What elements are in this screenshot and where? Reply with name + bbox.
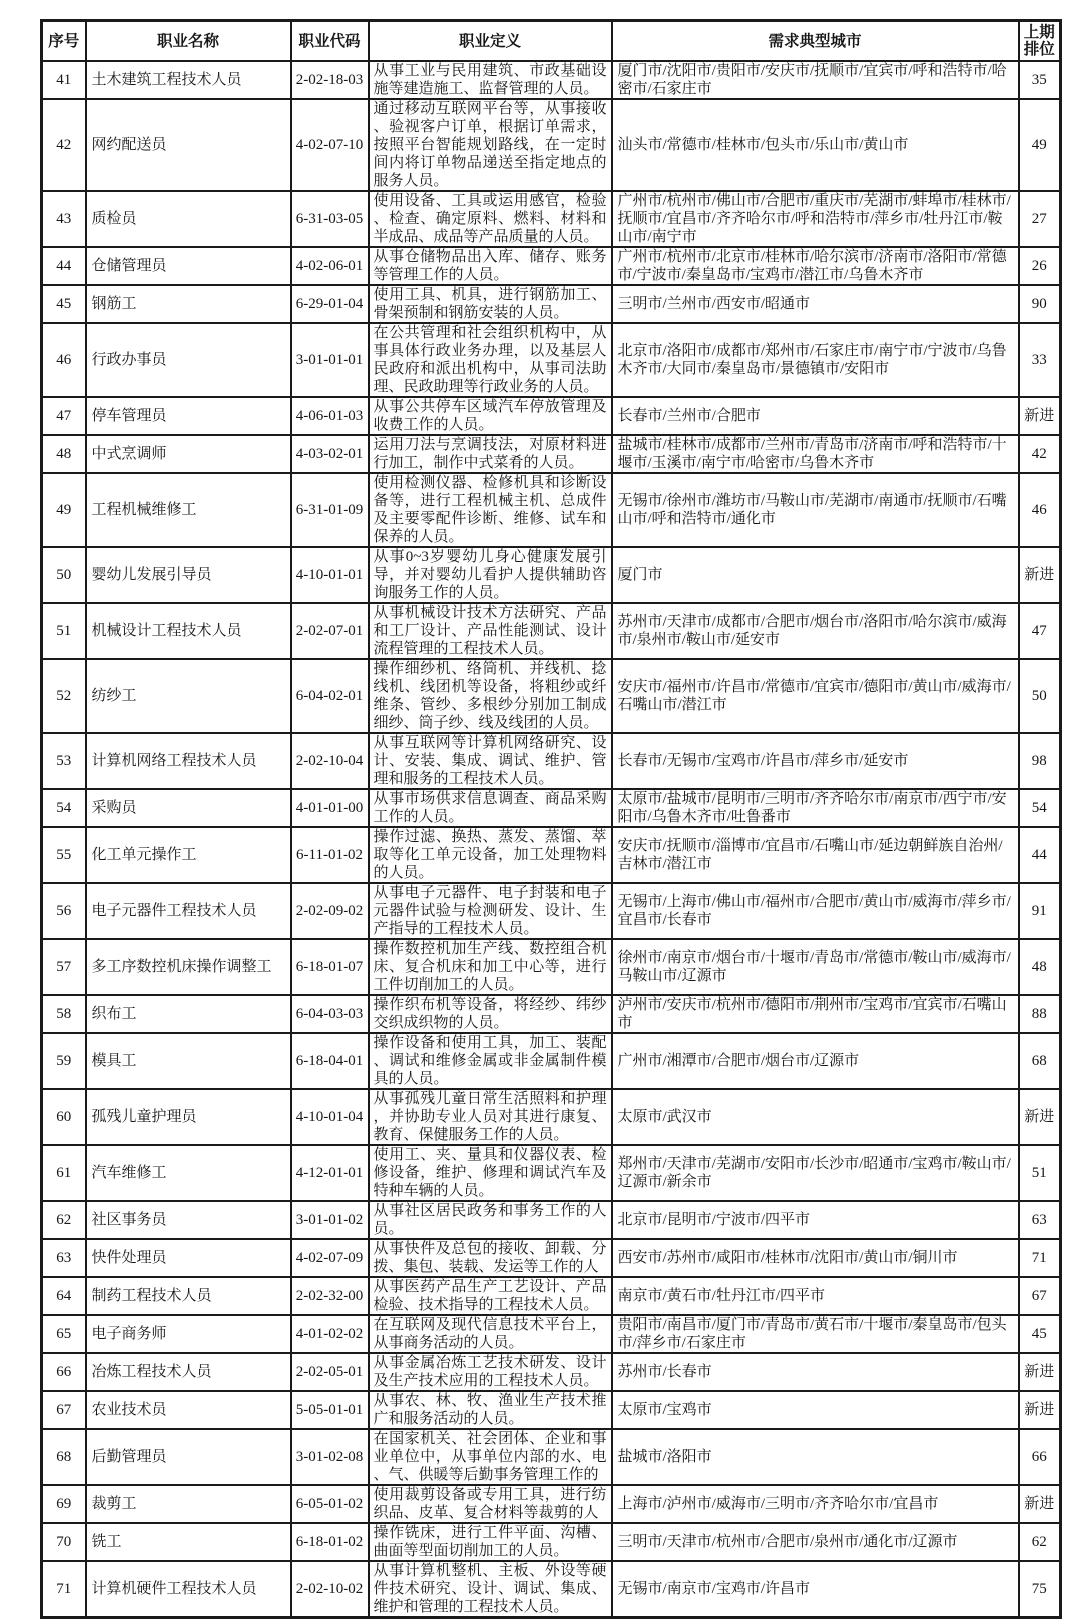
cell-demand-cities: 太原市/宝鸡市 — [612, 1391, 1019, 1429]
cell-demand-cities: 北京市/洛阳市/成都市/郑州市/石家庄市/南宁市/宁波市/乌鲁木齐市/大同市/秦皇岛市/景德镇市/安阳市 — [612, 323, 1019, 397]
cell-serial-number: 62 — [42, 1201, 86, 1239]
cell-occupation-code: 2-02-10-04 — [291, 733, 369, 789]
cell-occupation-definition: 使用工、夹、量具和仪器仪表、检修设备，维护、修理和调试汽车及特种车辆的人员。 — [369, 1145, 612, 1201]
cell-occupation-definition: 通过移动互联网平台等，从事接收、验视客户订单，根据订单需求，按照平台智能规划路线，在一定时间内将订单物品递送至指定地点的服务人员。 — [369, 99, 612, 191]
cell-occupation-code: 3-01-01-02 — [291, 1201, 369, 1239]
table-row — [42, 789, 1061, 827]
cell-previous-rank: 46 — [1019, 473, 1061, 547]
table-row — [42, 61, 1061, 99]
cell-serial-number: 50 — [42, 547, 86, 603]
cell-serial-number: 41 — [42, 61, 86, 99]
header-occupation-definition: 职业定义 — [369, 21, 612, 62]
table-row — [42, 247, 1061, 285]
cell-demand-cities: 北京市/昆明市/宁波市/四平市 — [612, 1201, 1019, 1239]
table-row — [42, 1523, 1061, 1561]
cell-demand-cities: 南京市/黄石市/牡丹江市/四平市 — [612, 1277, 1019, 1315]
cell-demand-cities: 安庆市/抚顺市/淄博市/宜昌市/石嘴山市/延边朝鲜族自治州/吉林市/潜江市 — [612, 827, 1019, 883]
cell-previous-rank: 新进 — [1019, 1353, 1061, 1391]
cell-occupation-code: 6-04-02-01 — [291, 659, 369, 733]
cell-demand-cities: 无锡市/南京市/宝鸡市/许昌市 — [612, 1561, 1019, 1618]
table-row — [42, 1315, 1061, 1353]
table-row — [42, 659, 1061, 733]
cell-previous-rank: 98 — [1019, 733, 1061, 789]
cell-previous-rank: 49 — [1019, 99, 1061, 191]
cell-occupation-definition: 从事仓储物品出入库、储存、账务等管理工作的人员。 — [369, 247, 612, 285]
cell-serial-number: 60 — [42, 1089, 86, 1145]
cell-serial-number: 67 — [42, 1391, 86, 1429]
cell-occupation-code: 4-01-01-00 — [291, 789, 369, 827]
cell-occupation-name: 化工单元操作工 — [86, 827, 291, 883]
cell-occupation-code: 3-01-01-01 — [291, 323, 369, 397]
cell-serial-number: 48 — [42, 435, 86, 473]
table-row — [42, 1239, 1061, 1277]
document-page — [40, 19, 1062, 1619]
cell-previous-rank: 54 — [1019, 789, 1061, 827]
cell-occupation-name: 婴幼儿发展引导员 — [86, 547, 291, 603]
cell-serial-number: 57 — [42, 939, 86, 995]
cell-occupation-definition: 从事工业与民用建筑、市政基础设施等建造施工、监督管理的人员。 — [369, 61, 612, 99]
cell-demand-cities: 盐城市/洛阳市 — [612, 1429, 1019, 1485]
cell-occupation-code: 6-18-01-02 — [291, 1523, 369, 1561]
cell-occupation-name: 快件处理员 — [86, 1239, 291, 1277]
cell-demand-cities: 徐州市/南京市/烟台市/十堰市/青岛市/常德市/鞍山市/威海市/马鞍山市/辽源市 — [612, 939, 1019, 995]
cell-occupation-code: 2-02-32-00 — [291, 1277, 369, 1315]
cell-previous-rank: 26 — [1019, 247, 1061, 285]
cell-occupation-definition: 从事市场供求信息调查、商品采购工作的人员。 — [369, 789, 612, 827]
cell-demand-cities: 长春市/无锡市/宝鸡市/许昌市/萍乡市/延安市 — [612, 733, 1019, 789]
cell-occupation-definition: 使用裁剪设备或专用工具，进行纺织品、皮革、复合材料等裁剪的人 — [369, 1485, 612, 1523]
cell-serial-number: 55 — [42, 827, 86, 883]
cell-occupation-code: 6-31-01-09 — [291, 473, 369, 547]
header-occupation-name: 职业名称 — [86, 21, 291, 62]
cell-previous-rank: 27 — [1019, 191, 1061, 247]
cell-serial-number: 47 — [42, 397, 86, 435]
cell-occupation-code: 4-10-01-04 — [291, 1089, 369, 1145]
cell-occupation-code: 6-04-03-03 — [291, 995, 369, 1033]
cell-occupation-code: 2-02-07-01 — [291, 603, 369, 659]
table-row — [42, 323, 1061, 397]
cell-demand-cities: 太原市/武汉市 — [612, 1089, 1019, 1145]
cell-previous-rank: 90 — [1019, 285, 1061, 323]
table-row — [42, 883, 1061, 939]
cell-occupation-name: 制药工程技术人员 — [86, 1277, 291, 1315]
cell-occupation-definition: 从事互联网等计算机网络研究、设计、安装、集成、调试、维护、管理和服务的工程技术人员。 — [369, 733, 612, 789]
cell-demand-cities: 上海市/泸州市/威海市/三明市/齐齐哈尔市/宜昌市 — [612, 1485, 1019, 1523]
cell-previous-rank: 47 — [1019, 603, 1061, 659]
cell-demand-cities: 苏州市/天津市/成都市/合肥市/烟台市/洛阳市/哈尔滨市/威海市/泉州市/鞍山市/延安市 — [612, 603, 1019, 659]
cell-serial-number: 42 — [42, 99, 86, 191]
table-row — [42, 547, 1061, 603]
cell-demand-cities: 广州市/杭州市/佛山市/合肥市/重庆市/芜湖市/蚌埠市/桂林市/抚顺市/宜昌市/齐齐哈尔市/呼和浩特市/萍乡市/牡丹江市/鞍山市/南宁市 — [612, 191, 1019, 247]
cell-occupation-name: 多工序数控机床操作调整工 — [86, 939, 291, 995]
cell-occupation-code: 4-06-01-03 — [291, 397, 369, 435]
cell-serial-number: 52 — [42, 659, 86, 733]
table-row — [42, 397, 1061, 435]
cell-occupation-code: 2-02-10-02 — [291, 1561, 369, 1618]
cell-occupation-name: 电子元器件工程技术人员 — [86, 883, 291, 939]
header-demand-cities: 需求典型城市 — [612, 21, 1019, 62]
cell-demand-cities: 盐城市/桂林市/成都市/兰州市/青岛市/济南市/呼和浩特市/十堰市/玉溪市/南宁市/哈密市/乌鲁木齐市 — [612, 435, 1019, 473]
cell-previous-rank: 42 — [1019, 435, 1061, 473]
table-row — [42, 99, 1061, 191]
cell-occupation-name: 农业技术员 — [86, 1391, 291, 1429]
table-row — [42, 473, 1061, 547]
table-row — [42, 1561, 1061, 1618]
cell-demand-cities: 三明市/兰州市/西安市/昭通市 — [612, 285, 1019, 323]
cell-occupation-name: 土木建筑工程技术人员 — [86, 61, 291, 99]
cell-previous-rank: 51 — [1019, 1145, 1061, 1201]
cell-previous-rank: 新进 — [1019, 397, 1061, 435]
cell-occupation-name: 织布工 — [86, 995, 291, 1033]
table-row — [42, 1277, 1061, 1315]
cell-occupation-code: 6-18-01-07 — [291, 939, 369, 995]
cell-occupation-code: 4-02-06-01 — [291, 247, 369, 285]
table-row — [42, 1353, 1061, 1391]
cell-occupation-name: 网约配送员 — [86, 99, 291, 191]
table-row — [42, 285, 1061, 323]
cell-demand-cities: 长春市/兰州市/合肥市 — [612, 397, 1019, 435]
cell-occupation-code: 2-02-09-02 — [291, 883, 369, 939]
cell-occupation-name: 仓储管理员 — [86, 247, 291, 285]
cell-serial-number: 58 — [42, 995, 86, 1033]
cell-occupation-definition: 使用设备、工具或运用感官，检验、检查、确定原料、燃料、材料和半成品、成品等产品质量的人员。 — [369, 191, 612, 247]
cell-demand-cities: 广州市/杭州市/北京市/桂林市/哈尔滨市/济南市/洛阳市/常德市/宁波市/秦皇岛市/宝鸡市/潜江市/乌鲁木齐市 — [612, 247, 1019, 285]
cell-occupation-name: 计算机硬件工程技术人员 — [86, 1561, 291, 1618]
cell-occupation-definition: 从事计算机整机、主板、外设等硬件技术研究、设计、调试、集成、维护和管理的工程技术人员。 — [369, 1561, 612, 1618]
cell-serial-number: 53 — [42, 733, 86, 789]
cell-previous-rank: 新进 — [1019, 1089, 1061, 1145]
header-serial-number: 序号 — [42, 21, 86, 62]
cell-previous-rank: 62 — [1019, 1523, 1061, 1561]
cell-occupation-code: 4-01-02-02 — [291, 1315, 369, 1353]
cell-occupation-name: 电子商务师 — [86, 1315, 291, 1353]
cell-occupation-name: 后勤管理员 — [86, 1429, 291, 1485]
cell-serial-number: 64 — [42, 1277, 86, 1315]
cell-occupation-name: 停车管理员 — [86, 397, 291, 435]
cell-occupation-name: 裁剪工 — [86, 1485, 291, 1523]
cell-previous-rank: 67 — [1019, 1277, 1061, 1315]
table-header — [42, 21, 1061, 62]
table-row — [42, 1201, 1061, 1239]
cell-previous-rank: 63 — [1019, 1201, 1061, 1239]
cell-serial-number: 69 — [42, 1485, 86, 1523]
cell-demand-cities: 汕头市/常德市/桂林市/包头市/乐山市/黄山市 — [612, 99, 1019, 191]
header-row — [42, 21, 1061, 62]
table-row — [42, 435, 1061, 473]
cell-occupation-code: 4-02-07-10 — [291, 99, 369, 191]
cell-occupation-name: 计算机网络工程技术人员 — [86, 733, 291, 789]
cell-serial-number: 66 — [42, 1353, 86, 1391]
header-occupation-code: 职业代码 — [291, 21, 369, 62]
cell-previous-rank: 71 — [1019, 1239, 1061, 1277]
table-row — [42, 1485, 1061, 1523]
occupations-ranking-table — [40, 19, 1062, 1619]
cell-occupation-definition: 操作细纱机、络筒机、并线机、捻线机、线团机等设备，将粗纱或纤维条、管纱、多根纱分别加工制成细纱、筒子纱、线及线团的人员。 — [369, 659, 612, 733]
cell-occupation-name: 中式烹调师 — [86, 435, 291, 473]
cell-occupation-definition: 运用刀法与烹调技法，对原材料进行加工，制作中式菜肴的人员。 — [369, 435, 612, 473]
cell-occupation-name: 钢筋工 — [86, 285, 291, 323]
cell-occupation-code: 3-01-02-08 — [291, 1429, 369, 1485]
cell-occupation-definition: 操作设备和使用工具，加工、装配、调试和维修金属或非金属制件模具的人员。 — [369, 1033, 612, 1089]
cell-occupation-definition: 从事快件及总包的接收、卸载、分拨、集包、装载、发运等工作的人 — [369, 1239, 612, 1277]
cell-serial-number: 51 — [42, 603, 86, 659]
cell-serial-number: 43 — [42, 191, 86, 247]
cell-occupation-code: 4-10-01-01 — [291, 547, 369, 603]
cell-occupation-definition: 使用工具、机具，进行钢筋加工、骨架预制和钢筋安装的人员。 — [369, 285, 612, 323]
cell-demand-cities: 泸州市/安庆市/杭州市/德阳市/荆州市/宝鸡市/宜宾市/石嘴山市 — [612, 995, 1019, 1033]
cell-occupation-name: 模具工 — [86, 1033, 291, 1089]
cell-previous-rank: 44 — [1019, 827, 1061, 883]
cell-demand-cities: 广州市/湘潭市/合肥市/烟台市/辽源市 — [612, 1033, 1019, 1089]
cell-occupation-definition: 从事金属冶炼工艺技术研发、设计及生产技术应用的工程技术人员。 — [369, 1353, 612, 1391]
cell-demand-cities: 西安市/苏州市/咸阳市/桂林市/沈阳市/黄山市/铜川市 — [612, 1239, 1019, 1277]
cell-previous-rank: 新进 — [1019, 547, 1061, 603]
cell-occupation-code: 2-02-05-01 — [291, 1353, 369, 1391]
cell-occupation-code: 2-02-18-03 — [291, 61, 369, 99]
cell-occupation-code: 4-02-07-09 — [291, 1239, 369, 1277]
cell-demand-cities: 安庆市/福州市/许昌市/常德市/宜宾市/德阳市/黄山市/威海市/石嘴山市/潜江市 — [612, 659, 1019, 733]
cell-occupation-name: 行政办事员 — [86, 323, 291, 397]
cell-demand-cities: 郑州市/天津市/芜湖市/安阳市/长沙市/昭通市/宝鸡市/鞍山市/辽源市/新余市 — [612, 1145, 1019, 1201]
cell-occupation-definition: 从事社区居民政务和事务工作的人员。 — [369, 1201, 612, 1239]
table-row — [42, 191, 1061, 247]
cell-demand-cities: 三明市/天津市/杭州市/合肥市/泉州市/通化市/辽源市 — [612, 1523, 1019, 1561]
table-row — [42, 1145, 1061, 1201]
cell-occupation-name: 纺纱工 — [86, 659, 291, 733]
cell-previous-rank: 75 — [1019, 1561, 1061, 1618]
cell-occupation-definition: 使用检测仪器、检修机具和诊断设备等，进行工程机械主机、总成件及主要零配件诊断、维修、试车和保养的人员。 — [369, 473, 612, 547]
cell-previous-rank: 45 — [1019, 1315, 1061, 1353]
cell-occupation-definition: 操作数控机加生产线、数控组合机床、复合机床和加工中心等，进行工件切削加工的人员。 — [369, 939, 612, 995]
cell-previous-rank: 新进 — [1019, 1391, 1061, 1429]
cell-previous-rank: 88 — [1019, 995, 1061, 1033]
cell-occupation-code: 4-12-01-01 — [291, 1145, 369, 1201]
cell-serial-number: 65 — [42, 1315, 86, 1353]
cell-serial-number: 56 — [42, 883, 86, 939]
table-row — [42, 603, 1061, 659]
table-row — [42, 733, 1061, 789]
cell-occupation-definition: 从事电子元器件、电子封装和电子元器件试验与检测研发、设计、生产指导的工程技术人员。 — [369, 883, 612, 939]
cell-demand-cities: 厦门市 — [612, 547, 1019, 603]
cell-serial-number: 54 — [42, 789, 86, 827]
cell-occupation-name: 机械设计工程技术人员 — [86, 603, 291, 659]
cell-occupation-name: 冶炼工程技术人员 — [86, 1353, 291, 1391]
cell-previous-rank: 66 — [1019, 1429, 1061, 1485]
cell-occupation-code: 6-18-04-01 — [291, 1033, 369, 1089]
cell-demand-cities: 苏州市/长春市 — [612, 1353, 1019, 1391]
cell-occupation-code: 6-29-01-04 — [291, 285, 369, 323]
cell-occupation-definition: 从事农、林、牧、渔业生产技术推广和服务活动的人员。 — [369, 1391, 612, 1429]
cell-occupation-definition: 在公共管理和社会组织机构中，从事具体行政业务办理，以及基层人民政府和派出机构中，从事司法助理、民政助理等行政业务的人员。 — [369, 323, 612, 397]
table-row — [42, 1033, 1061, 1089]
cell-occupation-definition: 操作过滤、换热、蒸发、蒸馏、萃取等化工单元设备，加工处理物料的人员。 — [369, 827, 612, 883]
cell-previous-rank: 68 — [1019, 1033, 1061, 1089]
cell-occupation-definition: 从事0~3岁婴幼儿身心健康发展引导，并对婴幼儿看护人提供辅助咨询服务工作的人员。 — [369, 547, 612, 603]
cell-occupation-definition: 从事机械设计技术方法研究、产品和工厂设计、产品性能测试、设计流程管理的工程技术人员。 — [369, 603, 612, 659]
cell-serial-number: 49 — [42, 473, 86, 547]
header-previous-rank: 上期排位 — [1019, 21, 1061, 62]
table-row — [42, 1089, 1061, 1145]
cell-occupation-name: 工程机械维修工 — [86, 473, 291, 547]
cell-serial-number: 45 — [42, 285, 86, 323]
cell-serial-number: 46 — [42, 323, 86, 397]
cell-occupation-code: 6-05-01-02 — [291, 1485, 369, 1523]
cell-previous-rank: 50 — [1019, 659, 1061, 733]
cell-occupation-name: 孤残儿童护理员 — [86, 1089, 291, 1145]
cell-occupation-definition: 在国家机关、社会团体、企业和事业单位中，从事单位内部的水、电、气、供暖等后勤事务管理工作的 — [369, 1429, 612, 1485]
cell-previous-rank: 新进 — [1019, 1485, 1061, 1523]
cell-occupation-name: 社区事务员 — [86, 1201, 291, 1239]
cell-occupation-definition: 操作铣床，进行工件平面、沟槽、曲面等型面切削加工的人员。 — [369, 1523, 612, 1561]
cell-serial-number: 44 — [42, 247, 86, 285]
cell-previous-rank: 48 — [1019, 939, 1061, 995]
cell-occupation-name: 铣工 — [86, 1523, 291, 1561]
cell-occupation-name: 采购员 — [86, 789, 291, 827]
cell-occupation-definition: 从事公共停车区域汽车停放管理及收费工作的人员。 — [369, 397, 612, 435]
cell-demand-cities: 厦门市/沈阳市/贵阳市/安庆市/抚顺市/宜宾市/呼和浩特市/哈密市/石家庄市 — [612, 61, 1019, 99]
table-row — [42, 1391, 1061, 1429]
cell-occupation-code: 6-31-03-05 — [291, 191, 369, 247]
cell-previous-rank: 91 — [1019, 883, 1061, 939]
cell-occupation-code: 5-05-01-01 — [291, 1391, 369, 1429]
cell-occupation-name: 汽车维修工 — [86, 1145, 291, 1201]
table-row — [42, 939, 1061, 995]
cell-demand-cities: 无锡市/上海市/佛山市/福州市/合肥市/黄山市/威海市/萍乡市/宜昌市/长春市 — [612, 883, 1019, 939]
cell-serial-number: 61 — [42, 1145, 86, 1201]
cell-serial-number: 71 — [42, 1561, 86, 1618]
cell-serial-number: 68 — [42, 1429, 86, 1485]
cell-serial-number: 63 — [42, 1239, 86, 1277]
table-row — [42, 995, 1061, 1033]
table-row — [42, 1429, 1061, 1485]
cell-serial-number: 70 — [42, 1523, 86, 1561]
cell-demand-cities: 无锡市/徐州市/潍坊市/马鞍山市/芜湖市/南通市/抚顺市/石嘴山市/呼和浩特市/通化市 — [612, 473, 1019, 547]
cell-occupation-code: 6-11-01-02 — [291, 827, 369, 883]
occupations-table-body — [42, 61, 1061, 1618]
cell-occupation-definition: 从事医药产品生产工艺设计、产品检验、技术指导的工程技术人员。 — [369, 1277, 612, 1315]
cell-occupation-definition: 操作织布机等设备，将经纱、纬纱交织成织物的人员。 — [369, 995, 612, 1033]
cell-previous-rank: 35 — [1019, 61, 1061, 99]
cell-occupation-code: 4-03-02-01 — [291, 435, 369, 473]
cell-occupation-name: 质检员 — [86, 191, 291, 247]
cell-occupation-definition: 在互联网及现代信息技术平台上，从事商务活动的人员。 — [369, 1315, 612, 1353]
cell-previous-rank: 33 — [1019, 323, 1061, 397]
table-row — [42, 827, 1061, 883]
cell-serial-number: 59 — [42, 1033, 86, 1089]
cell-demand-cities: 贵阳市/南昌市/厦门市/青岛市/黄石市/十堰市/秦皇岛市/包头市/萍乡市/石家庄市 — [612, 1315, 1019, 1353]
cell-demand-cities: 太原市/盐城市/昆明市/三明市/齐齐哈尔市/南京市/西宁市/安阳市/乌鲁木齐市/吐鲁番市 — [612, 789, 1019, 827]
cell-occupation-definition: 从事孤残儿童日常生活照料和护理，并协助专业人员对其进行康复、教育、保健服务工作的人员。 — [369, 1089, 612, 1145]
